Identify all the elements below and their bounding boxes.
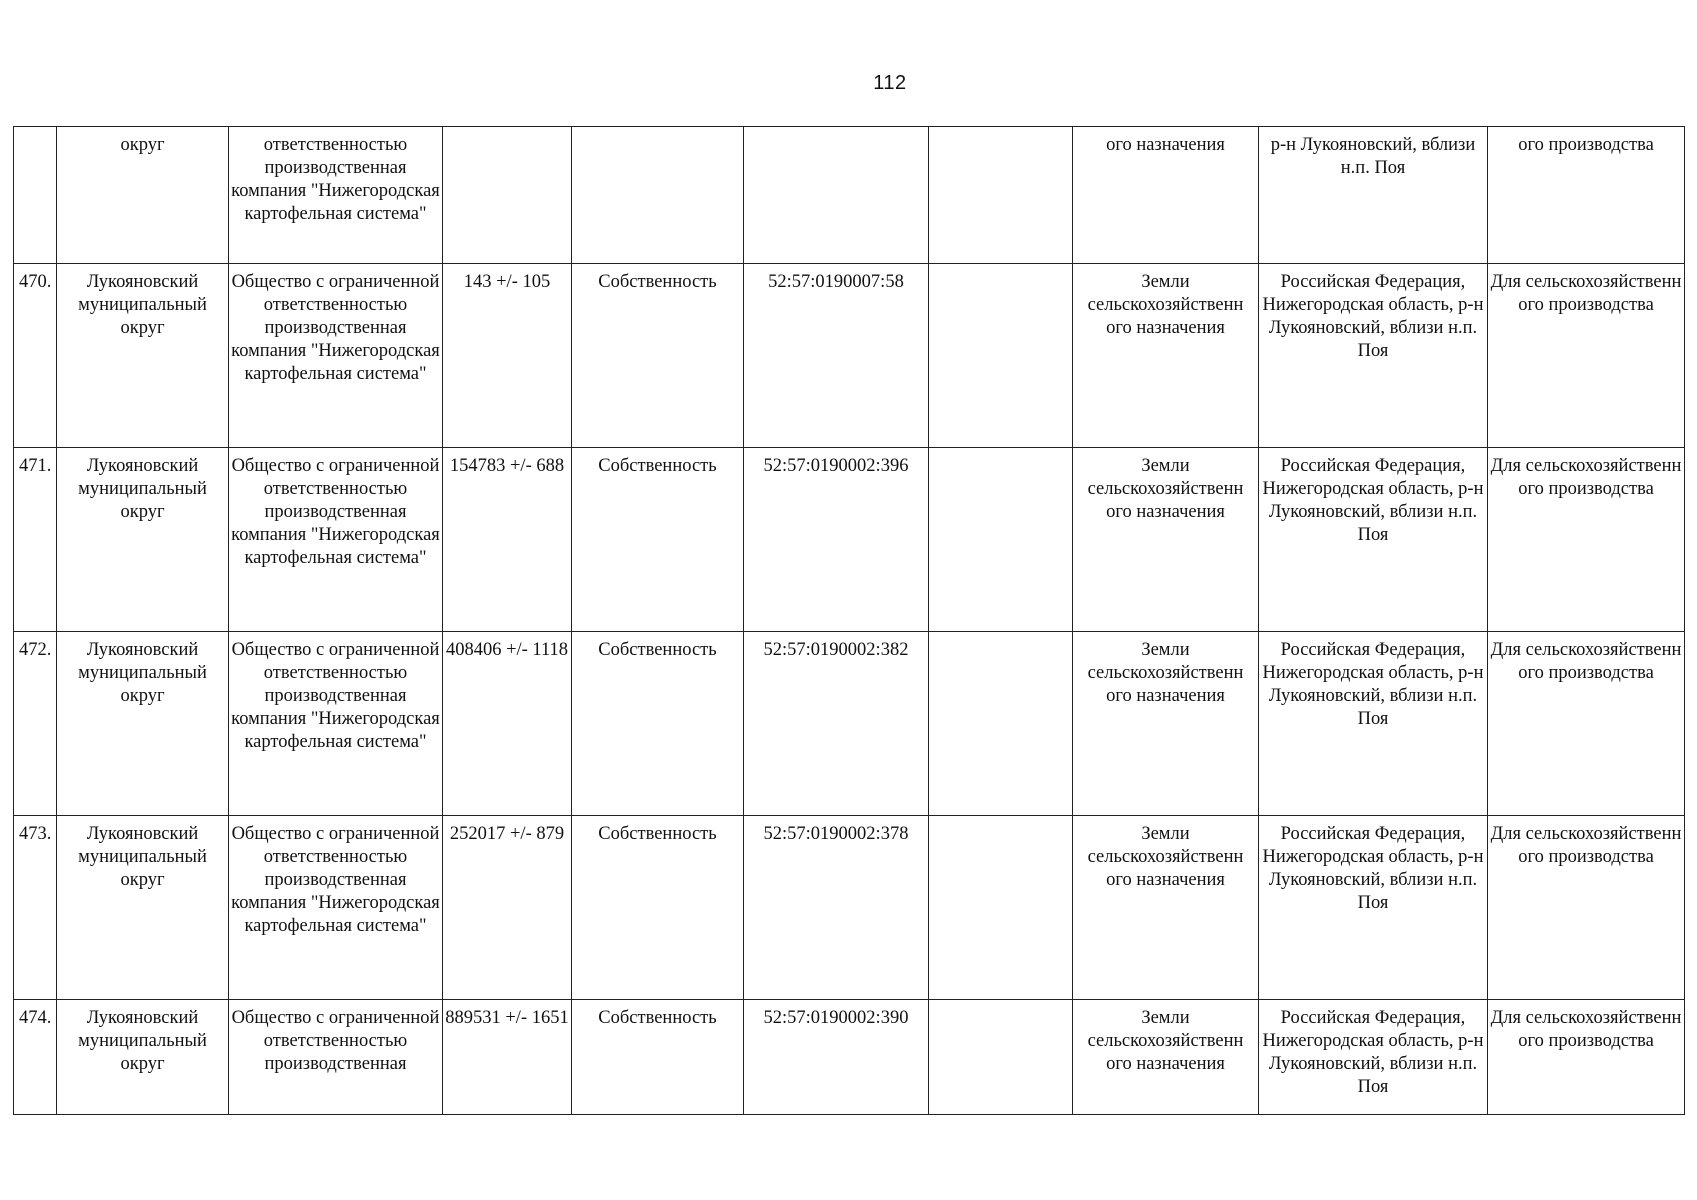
permitted-use-cell: Для сельскохозяйственн ого производства xyxy=(1488,264,1685,448)
district-cell: Лукояновский муниципальный округ xyxy=(57,816,229,1000)
land-category-cell: Земли сельскохозяйственн ого назначения xyxy=(1073,448,1259,632)
district-cell: округ xyxy=(57,127,229,264)
holder-cell: Общество с ограниченной ответственностью производственная компания "Нижегородская картофельная система" xyxy=(229,264,443,448)
area-cell xyxy=(443,127,572,264)
cadastral-number-cell: 52:57:0190002:378 xyxy=(744,816,929,1000)
address-cell: Российская Федерация, Нижегородская область, р-н Лукояновский, вблизи н.п. Поя xyxy=(1259,816,1488,1000)
permitted-use-cell: Для сельскохозяйственн ого производства xyxy=(1488,632,1685,816)
page-number: 112 xyxy=(873,72,907,94)
cadastral-number-cell: 52:57:0190002:396 xyxy=(744,448,929,632)
land-category-cell: Земли сельскохозяйственн ого назначения xyxy=(1073,816,1259,1000)
empty-cell xyxy=(929,632,1073,816)
permitted-use-cell: Для сельскохозяйственн ого производства xyxy=(1488,816,1685,1000)
land-category-cell: Земли сельскохозяйственн ого назначения xyxy=(1073,264,1259,448)
holder-cell: Общество с ограниченной ответственностью производственная xyxy=(229,1000,443,1115)
row-number-cell: 472. xyxy=(14,632,57,816)
table-row xyxy=(14,127,1685,264)
land-category-cell: ого назначения xyxy=(1073,127,1259,264)
area-cell: 889531 +/- 1651 xyxy=(443,1000,572,1115)
table-row xyxy=(14,632,1685,816)
area-cell: 252017 +/- 879 xyxy=(443,816,572,1000)
empty-cell xyxy=(929,1000,1073,1115)
permitted-use-cell: Для сельскохозяйственн ого производства xyxy=(1488,1000,1685,1115)
address-cell: р-н Лукояновский, вблизи н.п. Поя xyxy=(1259,127,1488,264)
address-cell: Российская Федерация, Нижегородская область, р-н Лукояновский, вблизи н.п. Поя xyxy=(1259,264,1488,448)
cadastral-number-cell: 52:57:0190002:390 xyxy=(744,1000,929,1115)
empty-cell xyxy=(929,448,1073,632)
address-cell: Российская Федерация, Нижегородская область, р-н Лукояновский, вблизи н.п. Поя xyxy=(1259,1000,1488,1115)
row-number-cell: 470. xyxy=(14,264,57,448)
holder-cell: Общество с ограниченной ответственностью производственная компания "Нижегородская картофельная система" xyxy=(229,632,443,816)
holder-cell: Общество с ограниченной ответственностью производственная компания "Нижегородская картофельная система" xyxy=(229,816,443,1000)
right-type-cell: Собственность xyxy=(572,632,744,816)
table-row xyxy=(14,816,1685,1000)
empty-cell xyxy=(929,127,1073,264)
district-cell: Лукояновский муниципальный округ xyxy=(57,448,229,632)
district-cell: Лукояновский муниципальный округ xyxy=(57,632,229,816)
empty-cell xyxy=(929,264,1073,448)
table-row xyxy=(14,448,1685,632)
cadastral-number-cell xyxy=(744,127,929,264)
empty-cell xyxy=(929,816,1073,1000)
row-number-cell: 473. xyxy=(14,816,57,1000)
holder-cell: Общество с ограниченной ответственностью производственная компания "Нижегородская картофельная система" xyxy=(229,448,443,632)
land-category-cell: Земли сельскохозяйственн ого назначения xyxy=(1073,632,1259,816)
right-type-cell: Собственность xyxy=(572,1000,744,1115)
row-number-cell: 471. xyxy=(14,448,57,632)
address-cell: Российская Федерация, Нижегородская область, р-н Лукояновский, вблизи н.п. Поя xyxy=(1259,632,1488,816)
right-type-cell: Собственность xyxy=(572,264,744,448)
permitted-use-cell: Для сельскохозяйственн ого производства xyxy=(1488,448,1685,632)
row-number-cell: 474. xyxy=(14,1000,57,1115)
area-cell: 408406 +/- 1118 xyxy=(443,632,572,816)
area-cell: 154783 +/- 688 xyxy=(443,448,572,632)
land-category-cell: Земли сельскохозяйственн ого назначения xyxy=(1073,1000,1259,1115)
permitted-use-cell: ого производства xyxy=(1488,127,1685,264)
table-row xyxy=(14,1000,1685,1115)
right-type-cell: Собственность xyxy=(572,448,744,632)
district-cell: Лукояновский муниципальный округ xyxy=(57,1000,229,1115)
address-cell: Российская Федерация, Нижегородская область, р-н Лукояновский, вблизи н.п. Поя xyxy=(1259,448,1488,632)
cadastral-number-cell: 52:57:0190002:382 xyxy=(744,632,929,816)
property-registry-table xyxy=(13,126,1685,1115)
right-type-cell: Собственность xyxy=(572,816,744,1000)
holder-cell: ответственностью производственная компания "Нижегородская картофельная система" xyxy=(229,127,443,264)
district-cell: Лукояновский муниципальный округ xyxy=(57,264,229,448)
right-type-cell xyxy=(572,127,744,264)
area-cell: 143 +/- 105 xyxy=(443,264,572,448)
row-number-cell xyxy=(14,127,57,264)
table-row xyxy=(14,264,1685,448)
cadastral-number-cell: 52:57:0190007:58 xyxy=(744,264,929,448)
